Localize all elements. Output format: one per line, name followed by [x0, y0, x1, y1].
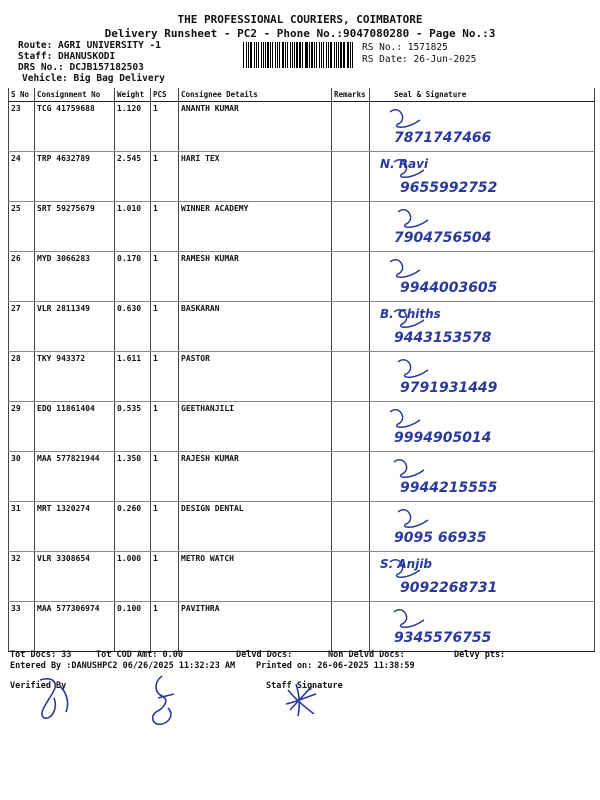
pieces-count: 1 — [151, 452, 179, 502]
signature-phone: 7871747466 — [394, 130, 492, 146]
row-serial-number: 24 — [9, 152, 35, 202]
pieces-count: 1 — [151, 552, 179, 602]
signature-phone: 9345576755 — [394, 630, 492, 646]
col-sno: S No — [9, 88, 35, 102]
consignment-number: TCG 41759688 — [35, 102, 115, 152]
weight-value: 1.000 — [115, 552, 151, 602]
consignment-number: TKY 943372 — [35, 352, 115, 402]
staff-label: Staff: DHANUSKODI — [18, 51, 116, 62]
row-serial-number: 27 — [9, 302, 35, 352]
signature-phone: 7904756504 — [394, 230, 492, 246]
table-row — [9, 152, 595, 202]
col-consignee: Consignee Details — [179, 88, 332, 102]
seal-signature-cell — [370, 102, 595, 152]
signature-name: N. Ravi — [380, 157, 429, 171]
handwritten-signature — [370, 502, 581, 551]
consignee-name: PAVITHRA — [179, 602, 332, 652]
signature-phone: 9655992752 — [400, 180, 498, 196]
non-delivered-docs: Non Delvd Docs: — [328, 650, 405, 660]
consignee-name: DESIGN DENTAL — [179, 502, 332, 552]
remarks-value — [332, 352, 370, 402]
weight-value: 0.100 — [115, 602, 151, 652]
handwritten-signature — [370, 452, 581, 501]
signature-scribble — [398, 210, 428, 227]
remarks-value — [332, 302, 370, 352]
handwritten-signature — [370, 152, 581, 201]
pieces-count: 1 — [151, 152, 179, 202]
row-serial-number: 26 — [9, 252, 35, 302]
handwritten-signature — [370, 552, 581, 601]
row-serial-number: 33 — [9, 602, 35, 652]
weight-value: 1.611 — [115, 352, 151, 402]
runsheet-table — [8, 88, 595, 652]
delivery-points: Delvy pts: — [454, 650, 506, 660]
table-header-row — [9, 88, 595, 102]
consignment-number: TRP 4632789 — [35, 152, 115, 202]
remarks-value — [332, 402, 370, 452]
remarks-value — [332, 152, 370, 202]
signature-scribble — [398, 510, 428, 527]
table-row — [9, 202, 595, 252]
staff-signature — [282, 680, 322, 720]
consignee-name: PASTOR — [179, 352, 332, 402]
checker-signature — [140, 672, 190, 730]
pieces-count: 1 — [151, 302, 179, 352]
signature-name: S. Anjib — [380, 557, 433, 571]
consignee-name: WINNER ACADEMY — [179, 202, 332, 252]
rs-date: RS Date: 26-Jun-2025 — [362, 54, 477, 65]
remarks-value — [332, 452, 370, 502]
total-docs: Tot Docs: 33 — [10, 650, 72, 660]
seal-signature-cell — [370, 302, 595, 352]
signature-scribble — [390, 260, 420, 277]
signature-phone: 9791931449 — [400, 380, 498, 396]
staff-signature-label: Staff Signature — [266, 681, 343, 691]
remarks-value — [332, 252, 370, 302]
company-title: THE PROFESSIONAL COURIERS, COIMBATORE — [177, 13, 423, 26]
table-row — [9, 352, 595, 402]
table-row — [9, 452, 595, 502]
handwritten-signature — [370, 302, 581, 351]
vehicle-label: Vehicle: Big Bag Delivery — [22, 73, 165, 84]
consignment-number: MAA 577821944 — [35, 452, 115, 502]
table-row — [9, 502, 595, 552]
weight-value: 1.120 — [115, 102, 151, 152]
signature-scribble — [398, 360, 428, 377]
handwritten-signature — [370, 402, 581, 451]
signature-phone: 9944003605 — [400, 280, 498, 296]
printed-on: Printed on: 26-06-2025 11:38:59 — [256, 661, 415, 671]
signature-phone: 9994905014 — [394, 430, 492, 446]
remarks-value — [332, 502, 370, 552]
consignment-number: SRT 59275679 — [35, 202, 115, 252]
pieces-count: 1 — [151, 402, 179, 452]
weight-value: 2.545 — [115, 152, 151, 202]
pieces-count: 1 — [151, 252, 179, 302]
signature-phone: 9095 66935 — [394, 530, 487, 546]
consignee-name: METRO WATCH — [179, 552, 332, 602]
remarks-value — [332, 102, 370, 152]
row-serial-number: 30 — [9, 452, 35, 502]
weight-value: 0.260 — [115, 502, 151, 552]
seal-signature-cell — [370, 352, 595, 402]
table-row — [9, 602, 595, 652]
table-row — [9, 402, 595, 452]
route-label: Route: AGRI UNIVERSITY -1 — [18, 40, 161, 51]
handwritten-signature — [370, 352, 581, 401]
col-consignment: Consignment No — [35, 88, 115, 102]
row-serial-number: 31 — [9, 502, 35, 552]
remarks-value — [332, 602, 370, 652]
row-serial-number: 28 — [9, 352, 35, 402]
row-serial-number: 32 — [9, 552, 35, 602]
pieces-count: 1 — [151, 502, 179, 552]
consignment-number: MRT 1320274 — [35, 502, 115, 552]
seal-signature-cell — [370, 202, 595, 252]
pieces-count: 1 — [151, 352, 179, 402]
consignee-name: BASKARAN — [179, 302, 332, 352]
table-row — [9, 252, 595, 302]
signature-scribble — [394, 610, 424, 627]
barcode — [243, 42, 355, 68]
signature-scribble — [390, 110, 420, 127]
col-remarks: Remarks — [332, 88, 370, 102]
pieces-count: 1 — [151, 202, 179, 252]
entered-by: Entered By :DANUSHPC2 06/26/2025 11:32:23 AM — [10, 661, 236, 671]
pieces-count: 1 — [151, 602, 179, 652]
verified-by-signature — [30, 672, 110, 722]
handwritten-signature — [370, 252, 581, 301]
signature-scribble — [390, 410, 420, 427]
weight-value: 0.535 — [115, 402, 151, 452]
delivered-docs: Delvd Docs: — [236, 650, 293, 660]
weight-value: 1.010 — [115, 202, 151, 252]
col-weight: Weight — [115, 88, 151, 102]
row-serial-number: 29 — [9, 402, 35, 452]
rs-number: RS No.: 1571825 — [362, 42, 448, 53]
consignment-number: VLR 2811349 — [35, 302, 115, 352]
drs-number: DRS No.: DCJB157182503 — [18, 62, 144, 73]
total-cod-amount: Tot COD Amt: 0.00 — [96, 650, 183, 660]
pieces-count: 1 — [151, 102, 179, 152]
consignee-name: ANANTH KUMAR — [179, 102, 332, 152]
weight-value: 1.350 — [115, 452, 151, 502]
table-row — [9, 102, 595, 152]
row-serial-number: 25 — [9, 202, 35, 252]
seal-signature-cell — [370, 502, 595, 552]
seal-signature-cell — [370, 552, 595, 602]
col-pcs: PCS — [151, 88, 179, 102]
remarks-value — [332, 552, 370, 602]
handwritten-signature — [370, 202, 581, 251]
signature-phone: 9443153578 — [394, 330, 492, 346]
consignment-number: MAA 577306974 — [35, 602, 115, 652]
consignment-number: EDQ 11861404 — [35, 402, 115, 452]
handwritten-signature — [370, 102, 581, 151]
consignment-number: MYD 3066283 — [35, 252, 115, 302]
consignee-name: RAMESH KUMAR — [179, 252, 332, 302]
consignment-number: VLR 3308654 — [35, 552, 115, 602]
remarks-value — [332, 202, 370, 252]
row-serial-number: 23 — [9, 102, 35, 152]
runsheet-title: Delivery Runsheet - PC2 - Phone No.:9047080280 - Page No.:3 — [104, 27, 496, 40]
seal-signature-cell — [370, 252, 595, 302]
table-row — [9, 552, 595, 602]
weight-value: 0.630 — [115, 302, 151, 352]
signature-scribble — [394, 460, 424, 477]
signature-phone: 9092268731 — [400, 580, 498, 596]
weight-value: 0.170 — [115, 252, 151, 302]
table-row — [9, 302, 595, 352]
handwritten-signature — [370, 602, 581, 651]
consignee-name: HARI TEX — [179, 152, 332, 202]
consignee-name: RAJESH KUMAR — [179, 452, 332, 502]
signature-phone: 9944215555 — [400, 480, 498, 496]
signature-name: B. Chiths — [380, 307, 441, 321]
seal-signature-cell — [370, 602, 595, 652]
verified-by-label: Verified By — [10, 681, 67, 691]
seal-signature-cell — [370, 152, 595, 202]
consignee-name: GEETHANJILI — [179, 402, 332, 452]
col-signature: Seal & Signature — [370, 88, 595, 102]
seal-signature-cell — [370, 452, 595, 502]
seal-signature-cell — [370, 402, 595, 452]
